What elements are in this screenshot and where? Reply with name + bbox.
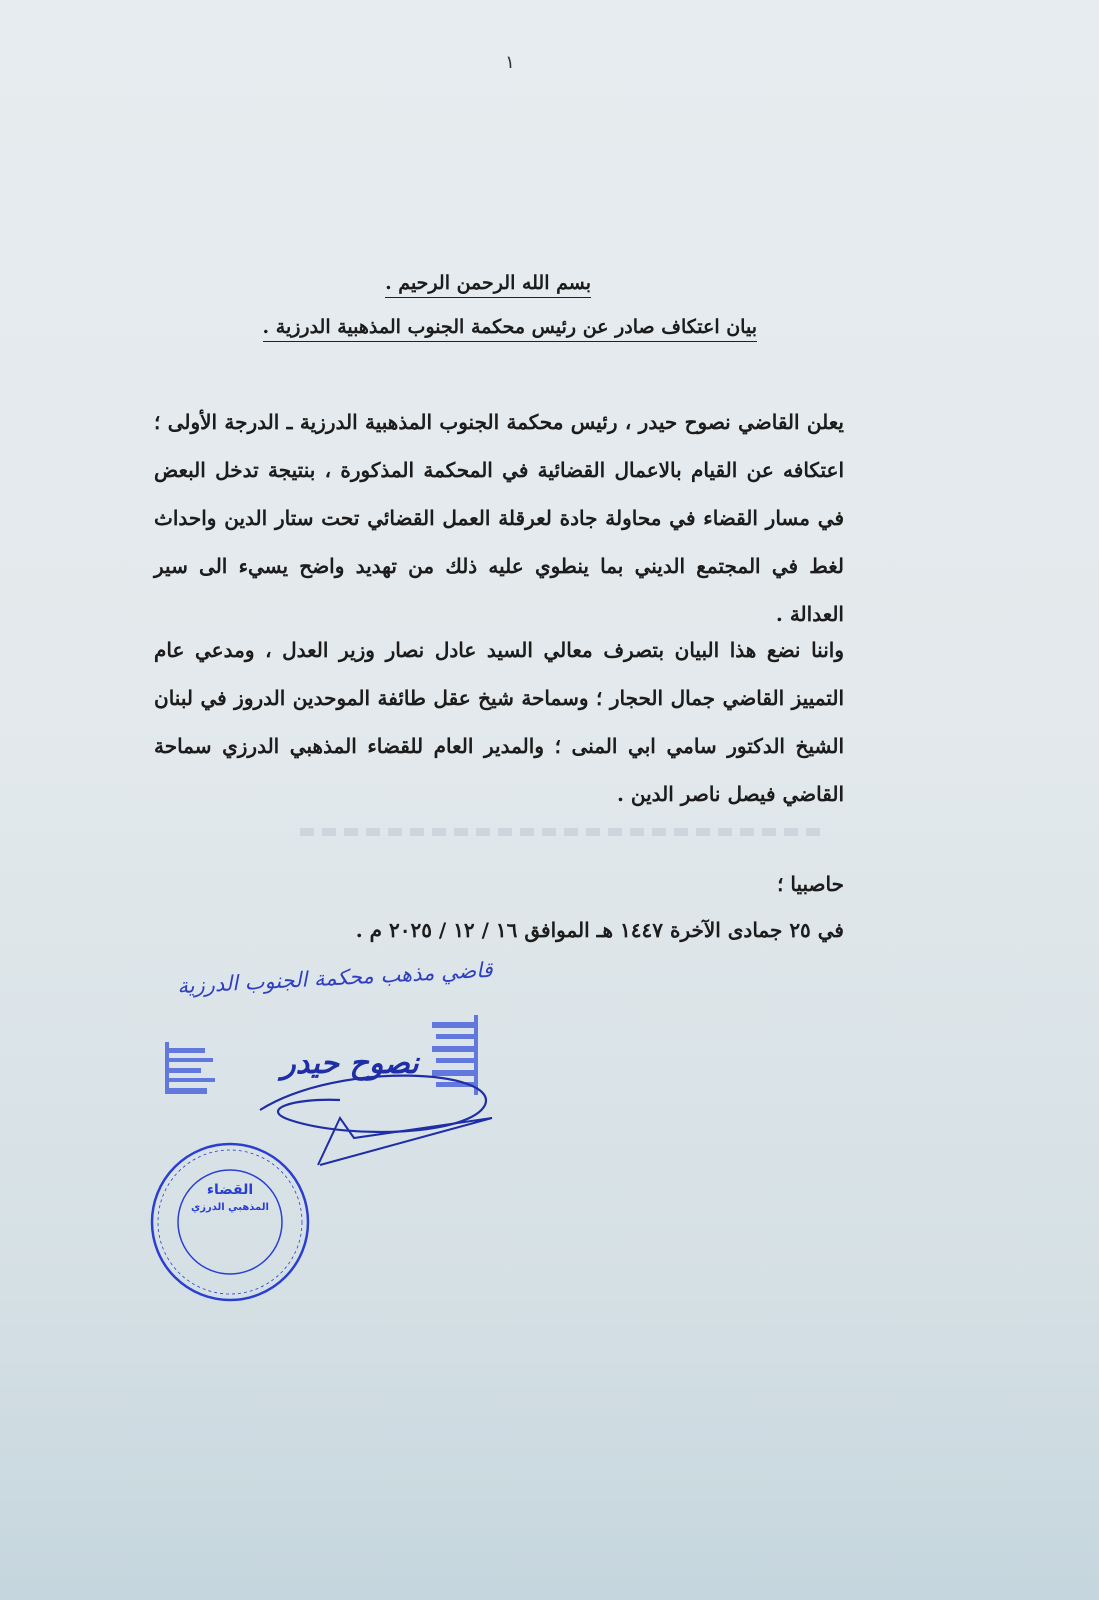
- date-line: في ٢٥ جمادى الآخرة ١٤٤٧ هـ الموافق ١٦ / ١٢ / ٢٠٢٥ م .: [355, 918, 844, 942]
- stamp-and-signature-graphic: [140, 960, 520, 1320]
- square-stamp-left: [165, 1042, 215, 1094]
- signature-name: نصوح حيدر: [281, 1046, 419, 1081]
- paragraph-recipients: واننا نضع هذا البيان بتصرف معالي السيد عادل نصار وزير العدل ، ومدعي عام التمييز القاضي جمال الحجار ؛ وسماحة شيخ عقل طائفة الموحدين الدروز في لبنان الشيخ الدكتور سامي ابي المنى ؛ والمدير العام للقضاء المذهبي الدرزي سماحة القاضي فيصل ناصر الدين .: [154, 638, 844, 806]
- seal-text-line-1: القضاء: [206, 1182, 254, 1198]
- signature-block: [140, 957, 520, 1320]
- signature-stroke: [318, 1118, 492, 1165]
- round-seal: [152, 1144, 308, 1300]
- statement-title: بيان اعتكاف صادر عن رئيس محكمة الجنوب المذهبية الدرزية .: [263, 316, 757, 342]
- page-number: ١: [505, 52, 515, 73]
- place-line: حاصبيا ؛: [777, 872, 844, 896]
- basmala-heading: بسم الله الرحمن الرحيم .: [385, 272, 591, 298]
- paragraph-announcement: يعلن القاضي نصوح حيدر ، رئيس محكمة الجنوب المذهبية الدرزية ـ الدرجة الأولى ؛ اعتكافه عن القيام بالاعمال القضائية في المحكمة المذكورة ، بنتيجة تدخل البعض في مسار القضاء في محاولة جادة لعرقلة العمل القضائي تحت ستار الدين واحداث لغط في المجتمع الديني بما ينطوي عليه ذلك من تهديد واضح يسيء الى سير العدالة .: [154, 410, 844, 626]
- signature-court-line: قاضي مذهب محكمة الجنوب الدرزية: [176, 957, 494, 999]
- faded-bleed-through-line: [300, 828, 820, 836]
- seal-text-line-2: المذهبي الدرزي: [191, 1202, 269, 1213]
- seal-text: [180, 1182, 280, 1213]
